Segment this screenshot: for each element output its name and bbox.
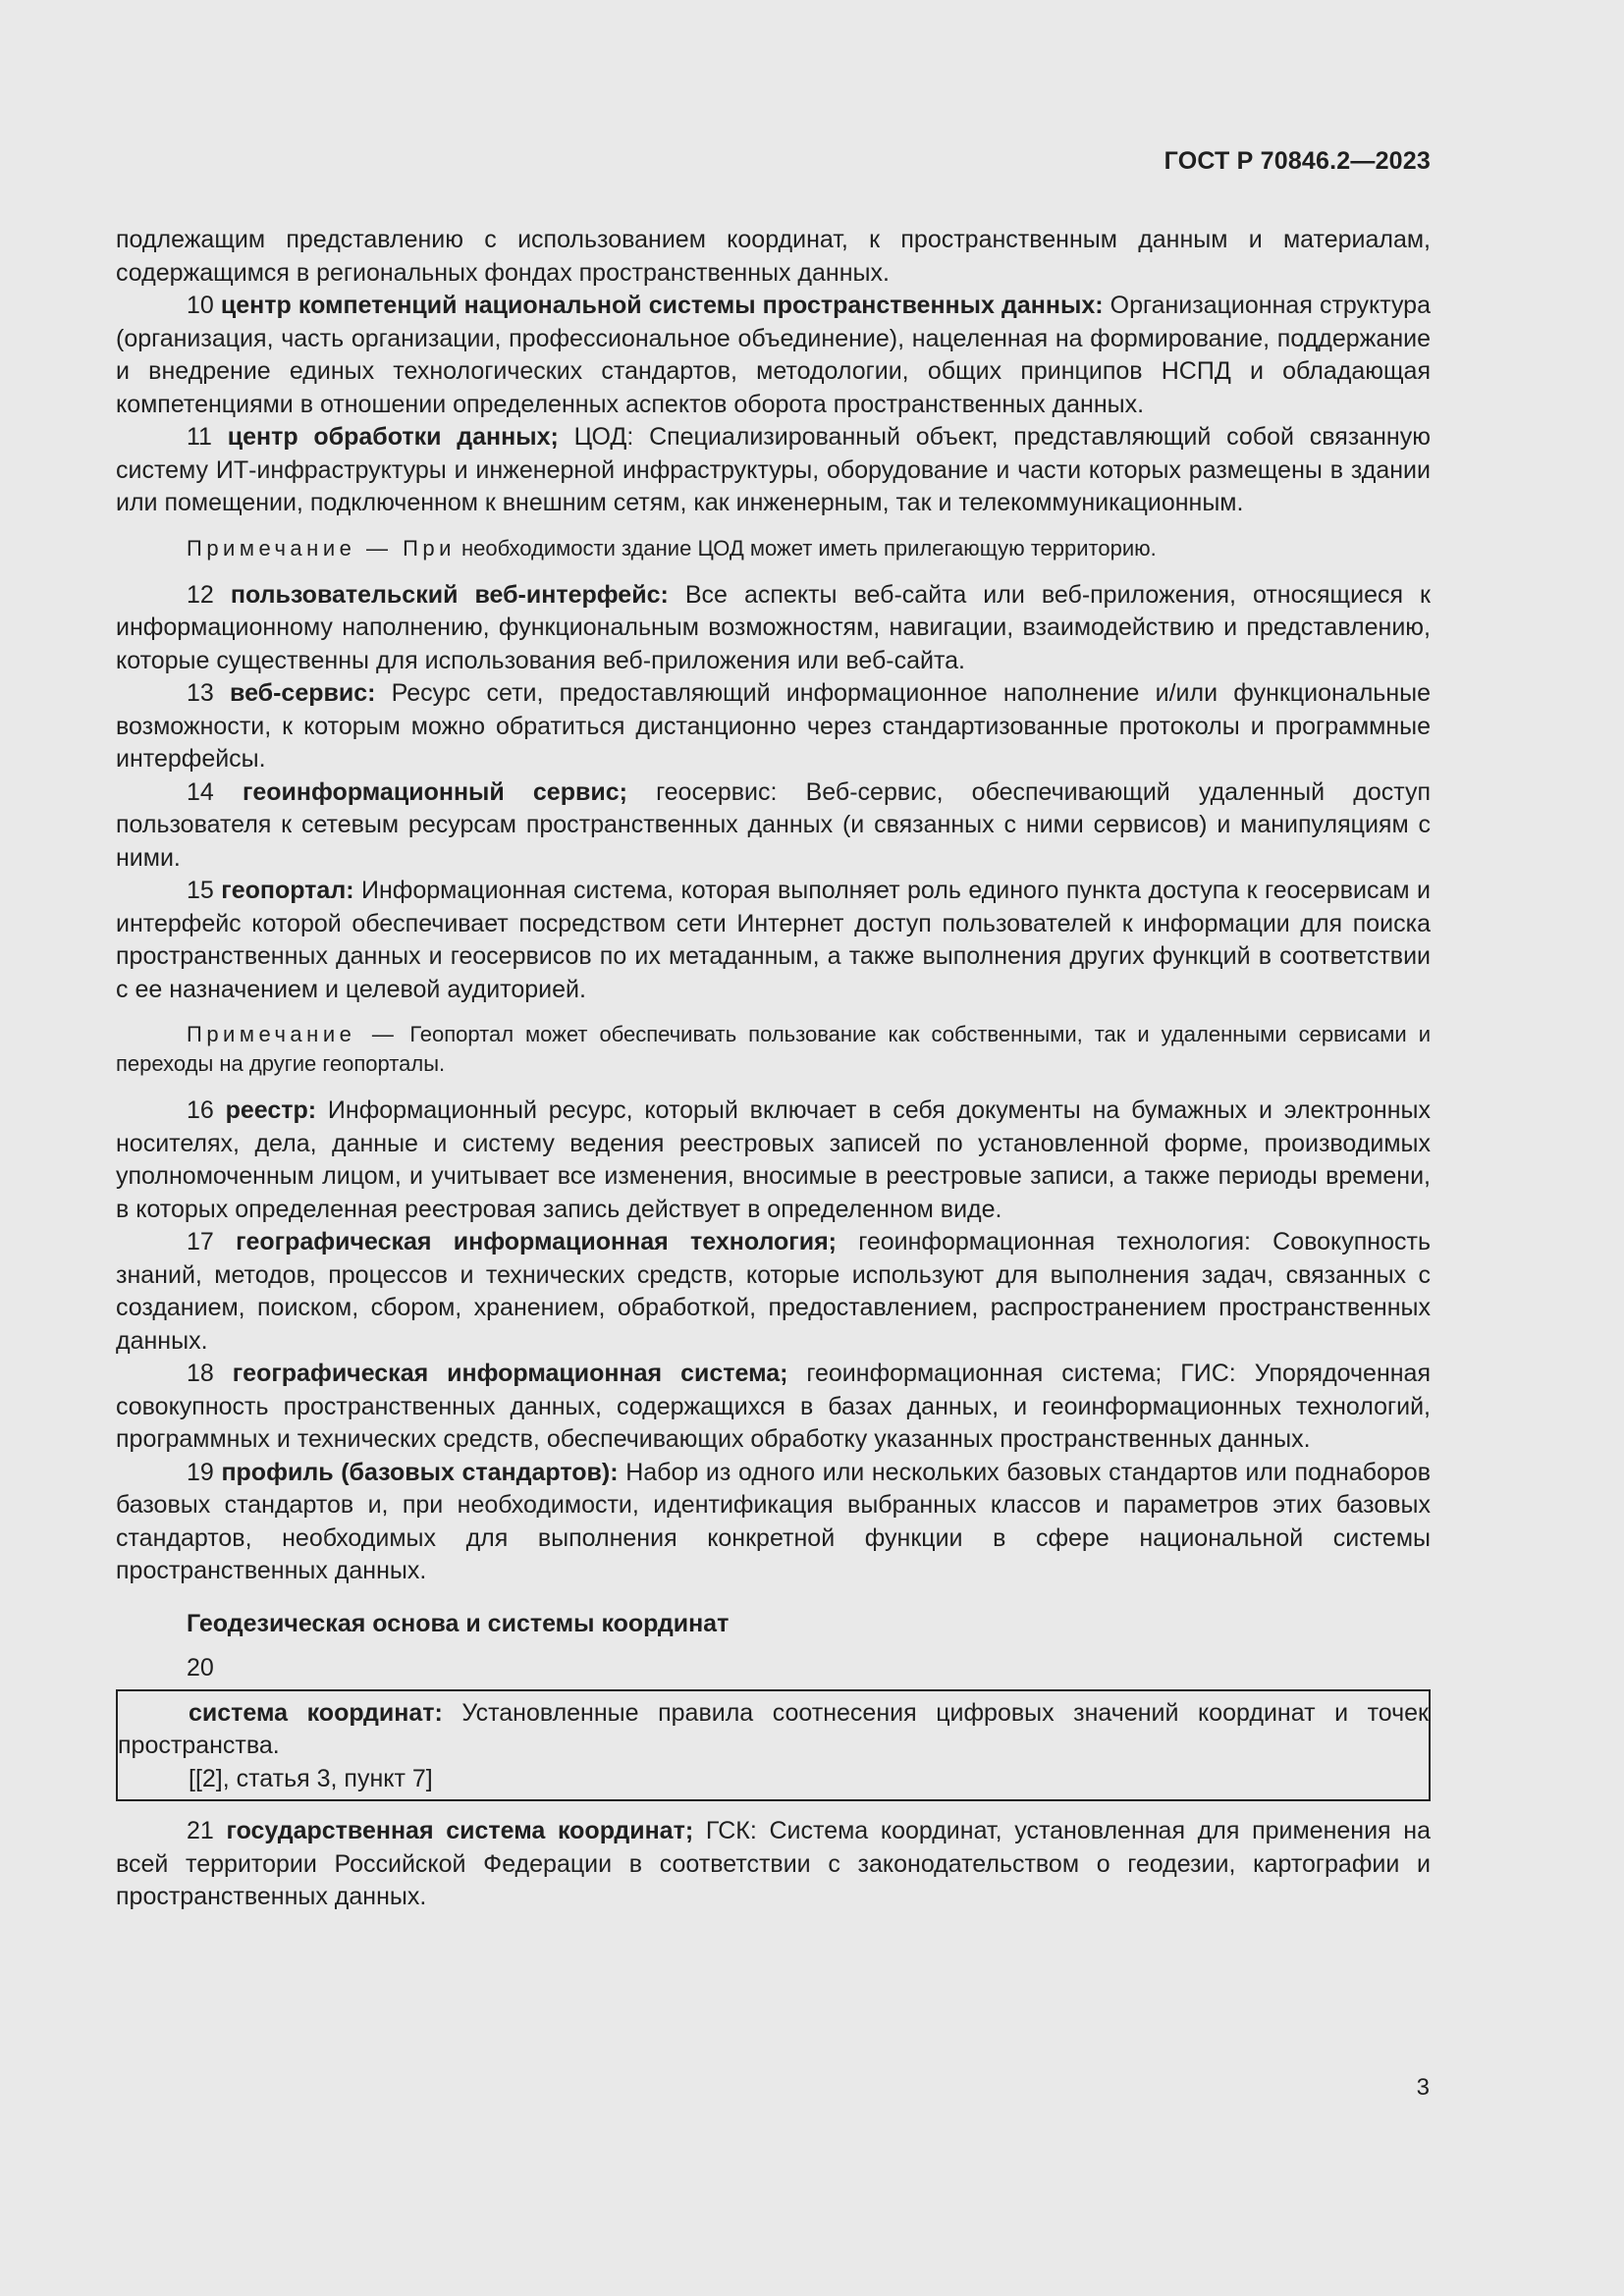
term-name: веб-сервис: <box>230 679 376 707</box>
term-name: географическая информационная технология; <box>236 1228 838 1255</box>
term-definition: Ресурс сети, предоставляющий информационное наполнение и/или функциональные возможности, к которым можно обратиться дистанционно через стандартизованные протоколы и программные интерфейсы. <box>116 679 1431 773</box>
term-definition: геоинформационная технология: Совокупность знаний, методов, процессов и технических средств, которые используют для выполнения задач, связанных с созданием, поиском, сбором, хранением, обработкой, предоставлением, распространением пространственных данных. <box>116 1228 1431 1355</box>
term-number: 18 <box>187 1360 233 1387</box>
term-source: [[2], статья 3, пункт 7] <box>189 1764 433 1792</box>
term-definition: геосервис: Веб-сервис, обеспечивающий удаленный доступ пользователя к сетевым ресурсам пространственных данных (и связанных с ними сервисов) и манипуляциям с ними. <box>116 777 1431 872</box>
document-body <box>116 224 1431 1914</box>
term-14 <box>116 776 1431 876</box>
term-16 <box>116 1095 1431 1226</box>
doc-header-code: ГОСТ Р 70846.2—2023 <box>1164 147 1431 175</box>
term-name: пользовательский веб-интерфейс: <box>230 580 669 609</box>
term-number: 14 <box>187 777 243 806</box>
term-number: 19 <box>187 1458 222 1486</box>
term-number: 17 <box>187 1228 237 1255</box>
term-number: 16 <box>187 1096 226 1124</box>
note-label: Примечание — <box>187 1022 399 1046</box>
term-20 <box>118 1697 1429 1763</box>
term-19 <box>116 1457 1431 1588</box>
note-label: Примечание — При <box>187 535 456 561</box>
term-20-box <box>116 1689 1431 1802</box>
page-number: 3 <box>1416 2074 1430 2101</box>
term-definition: ГСК: Система координат, установленная для применения на всей территории Российской Федерации в соответствии с законодательством о геодезии, картографии и пространственных данных. <box>116 1817 1431 1910</box>
term-name: географическая информационная система; <box>232 1360 788 1387</box>
note-11 <box>116 534 1431 563</box>
note-text: Геопортал может обеспечивать пользование как собственными, так и удаленными сервисами и переходы на другие геопорталы. <box>116 1022 1431 1076</box>
term-11 <box>116 421 1431 520</box>
term-name: государственная система координат; <box>226 1817 694 1844</box>
term-10 <box>116 290 1431 421</box>
section-heading: Геодезическая основа и системы координат <box>187 1609 730 1637</box>
term-number: 21 <box>187 1817 227 1844</box>
term-definition: ЦОД: Специализированный объект, представляющий собой связанную систему ИТ-инфраструктуры и инженерной инфраструктуры, оборудование и части которых размещены в здании или помещении, подключенном к внешним сетям, как инженерным, так и телекоммуникационным. <box>116 423 1431 516</box>
term-name: центр компетенций национальной системы пространственных данных: <box>220 292 1104 319</box>
note-15 <box>116 1020 1431 1079</box>
term-name: геоинформационный сервис; <box>242 777 627 806</box>
term-definition: Набор из одного или нескольких базовых стандартов или поднаборов базовых стандартов и, при необходимости, идентификация выбранных классов и параметров этих базовых стандартов, необходимых для выполнения конкретной функции в сфере национальной системы пространственных данных. <box>116 1458 1431 1584</box>
note-text: необходимости здание ЦОД может иметь прилегающую территорию. <box>455 535 1157 561</box>
term-definition: Организационная структура (организация, часть организации, профессиональное объединение), нацеленная на формирование, поддержание и внедрение единых технологических стандартов, методологии, общих принципов НСПД и обладающая компетенциями в отношении определенных аспектов оборота пространственных данных. <box>116 292 1431 418</box>
term-12 <box>116 579 1431 678</box>
term-number: 12 <box>187 580 231 609</box>
term-name: система координат: <box>189 1698 443 1727</box>
term-definition: Установленные правила соотнесения цифровых значений координат и точек пространства. <box>118 1698 1429 1759</box>
term-number: 11 <box>187 423 228 451</box>
term-20-number: 20 <box>187 1654 214 1682</box>
term-17 <box>116 1226 1431 1358</box>
term-name: центр обработки данных; <box>227 423 559 451</box>
term-name: геопортал: <box>221 877 354 904</box>
term-definition: геоинформационная система; ГИС: Упорядоченная совокупность пространственных данных, содержащихся в базах данных, и геоинформационных технологий, программных и технических средств, обеспечивающих обработку указанных пространственных данных. <box>116 1360 1431 1453</box>
term-definition: Все аспекты веб-сайта или веб-приложения, относящиеся к информационному наполнению, функциональным возможностям, навигации, взаимодействию и представлению, которые существенны для использования веб-приложения или веб-сайта. <box>116 580 1431 674</box>
term-name: профиль (базовых стандартов): <box>221 1458 619 1486</box>
term-definition: Информационный ресурс, который включает в себя документы на бумажных и электронных носителях, дела, данные и систему ведения реестровых записей по установленной форме, производимых уполномоченным лицом, и учитывает все изменения, вносимые в реестровые записи, а также периоды времени, в которых определенная реестровая запись действует в определенном виде. <box>116 1096 1431 1223</box>
term-definition: Информационная система, которая выполняет роль единого пункта доступа к геосервисам и интерфейс которой обеспечивает посредством сети Интернет доступ пользователей к информации для поиска пространственных данных и геосервисов по их метаданным, а также выполнения других функций в соответствии с ее назначением и целевой аудиторией. <box>116 877 1431 1003</box>
term-number: 13 <box>187 679 231 707</box>
term-15 <box>116 875 1431 1006</box>
term-18 <box>116 1358 1431 1457</box>
term-name: реестр: <box>225 1096 317 1124</box>
term-21 <box>116 1815 1431 1914</box>
term-number: 10 <box>187 292 221 319</box>
term-13 <box>116 677 1431 776</box>
term-number: 15 <box>187 877 222 904</box>
paragraph-continuation: подлежащим представлению с использованием координат, к пространственным данным и материалам, содержащимся в региональных фондах пространственных данных. <box>116 226 1431 287</box>
